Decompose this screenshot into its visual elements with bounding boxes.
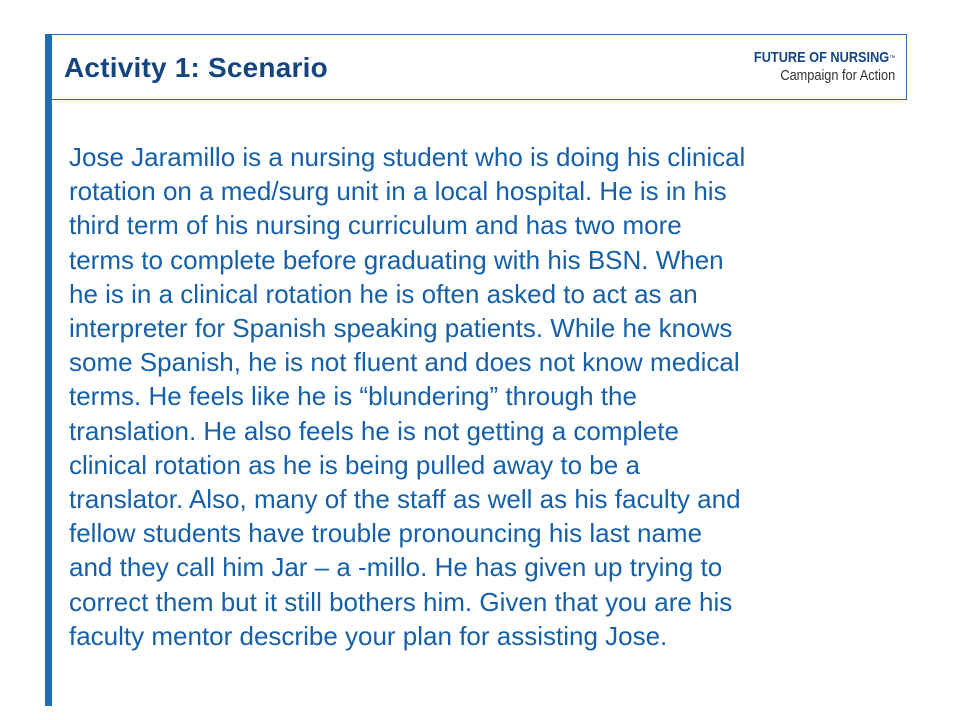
future-of-nursing-logo <box>729 49 895 85</box>
scenario-line: clinical rotation as he is being pulled away to be a <box>69 449 640 480</box>
scenario-body <box>69 140 914 653</box>
scenario-line: correct them but it still bothers him. Given that you are his <box>69 586 733 617</box>
scenario-line: translation. He also feels he is not getting a complete <box>69 415 679 446</box>
title-header <box>52 34 907 100</box>
logo-trademark: ™ <box>889 55 895 62</box>
scenario-line: faculty mentor describe your plan for assisting Jose. <box>69 620 668 651</box>
logo-line-campaign-for-action: Campaign for Action <box>780 67 895 84</box>
scenario-line: fellow students have trouble pronouncing his last name <box>69 518 703 549</box>
scenario-line: he is in a clinical rotation he is often asked to act as an <box>69 278 698 309</box>
scenario-line: third term of his nursing curriculum and has two more <box>69 210 682 241</box>
scenario-line: interpreter for Spanish speaking patients. While he knows <box>69 313 733 344</box>
left-accent-bar <box>45 34 52 706</box>
logo-line-future-of-nursing <box>754 49 895 67</box>
scenario-line: and they call him Jar – a -millo. He has given up trying to <box>69 552 723 583</box>
scenario-line: translator. Also, many of the staff as well as his faculty and <box>69 484 741 515</box>
scenario-line: rotation on a med/surg unit in a local hospital. He is in his <box>69 176 727 207</box>
logo-text-future-of-nursing: FUTURE OF NURSING <box>753 49 890 66</box>
scenario-line: some Spanish, he is not fluent and does not know medical <box>69 347 740 378</box>
scenario-line: terms. He feels like he is “blundering” through the <box>69 381 637 412</box>
scenario-line: Jose Jaramillo is a nursing student who is doing his clinical <box>69 142 746 172</box>
slide-title: Activity 1: Scenario <box>64 52 328 83</box>
scenario-line: terms to complete before graduating with his BSN. When <box>69 244 724 275</box>
